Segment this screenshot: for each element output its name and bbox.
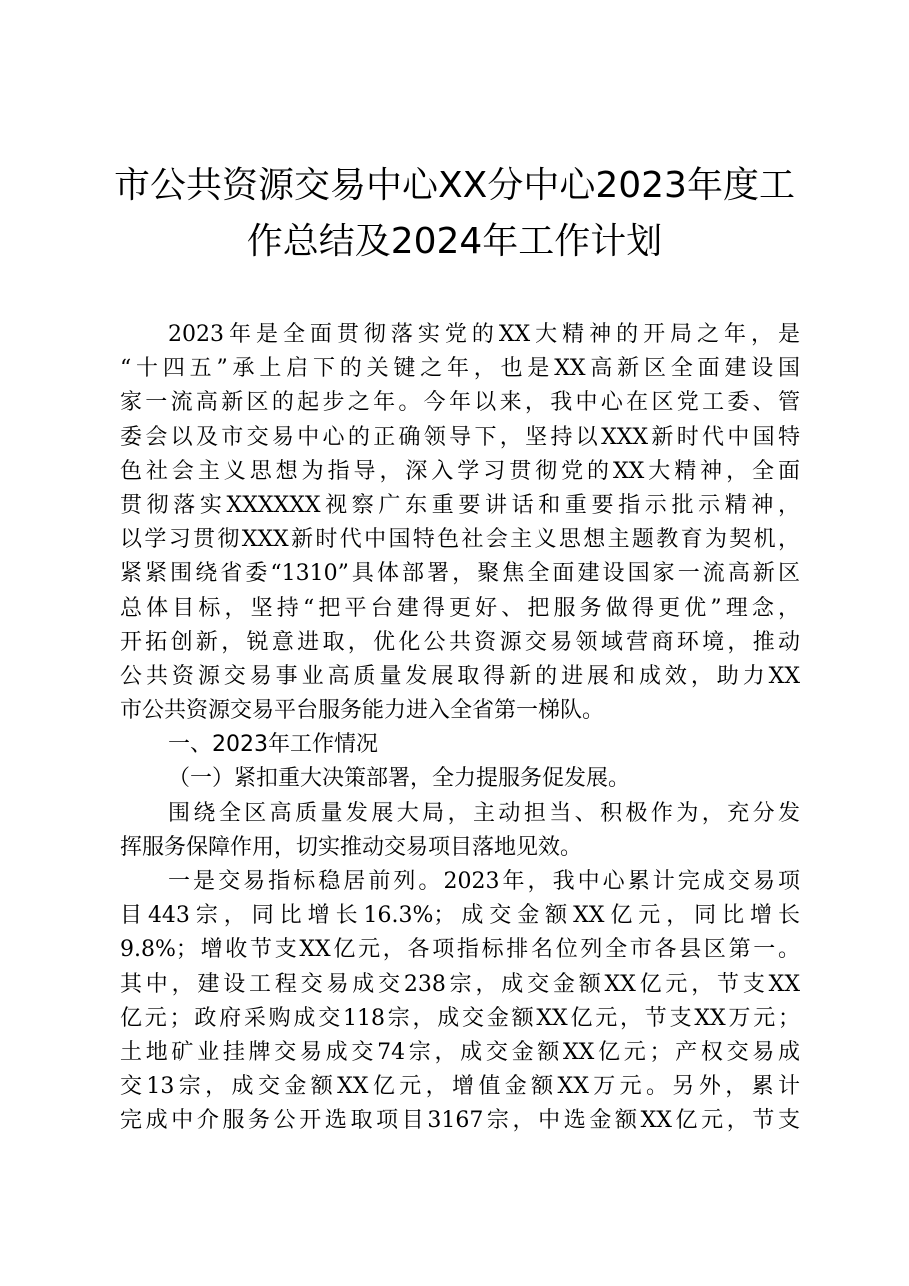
text-line: 完成中介服务公开选取项目3167宗，中选金额XX亿元，节支 [120,1108,800,1134]
text-line: 土地矿业挂牌交易成交74宗，成交金额XX亿元；产权交易成 [120,1039,800,1065]
text-line: 总体目标，坚持“把平台建得更好、把服务做得更优”理念， [120,595,800,621]
subsection-heading: （一）紧扣重大决策部署，全力提服务促发展。 [168,766,631,792]
document-body [120,318,800,1139]
text-line: 目443宗，同比增长16.3%；成交金额XX亿元，同比增长 [120,903,800,929]
text-line: 委会以及市交易中心的正确领导下，坚持以XXX新时代中国特 [120,424,800,450]
text-line: 家一流高新区的起步之年。今年以来，我中心在区党工委、管 [120,390,800,416]
text-line: 开拓创新，锐意进取，优化公共资源交易领域营商环境，推动 [120,629,800,655]
section-heading: 一、2023年工作情况 [168,732,378,758]
document-title-line-1: 市公共资源交易中心XX分中心2023年度工 [114,165,795,206]
text-line: 交13宗，成交金额XX亿元，增值金额XX万元。另外，累计 [120,1074,800,1100]
text-line: “十四五”承上启下的关键之年，也是XX高新区全面建设国 [120,356,800,382]
text-line: 贯彻落实XXXXXX视察广东重要讲话和重要指示批示精神， [120,492,800,518]
text-line: 色社会主义思想为指导，深入学习贯彻党的XX大精神，全面 [120,458,800,484]
paragraph-indicators [120,865,800,1139]
text-line: 以学习贯彻XXX新时代中国特色社会主义思想主题教育为契机， [120,527,800,553]
text-line: 公共资源交易事业高质量发展取得新的进展和成效，助力XX [120,663,800,689]
paragraph-service [120,797,800,865]
text-line: 2023年是全面贯彻落实党的XX大精神的开局之年，是 [168,322,800,347]
text-line: 9.8%；增收节支XX亿元，各项指标排名位列全市各县区第一。 [120,937,800,963]
text-line: 其中，建设工程交易成交238宗，成交金额XX亿元，节支XX [120,971,800,997]
text-line: 紧紧围绕省委“1310”具体部署，聚焦全面建设国家一流高新区 [120,561,800,587]
text-line: 围绕全区高质量发展大局，主动担当、积极作为，充分发 [168,800,800,826]
text-line: 一是交易指标稳居前列。2023年，我中心累计完成交易项 [168,869,800,894]
intro-paragraph [120,318,800,728]
document-title-line-2: 作总结及2024年工作计划 [246,221,663,262]
text-line: 挥服务保障作用，切实推动交易项目落地见效。 [120,834,583,860]
text-line: 亿元；政府采购成交118宗，成交金额XX亿元，节支XX万元； [120,1005,800,1031]
text-line: 市公共资源交易平台服务能力进入全省第一梯队。 [120,698,605,724]
